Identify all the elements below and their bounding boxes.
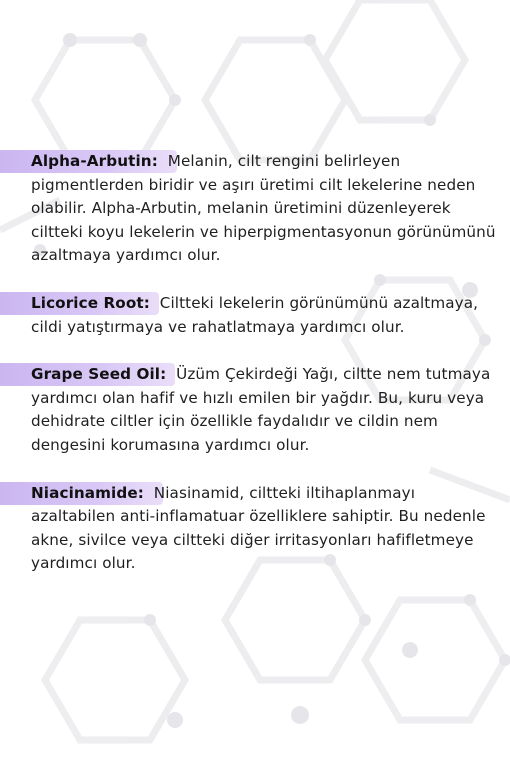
ingredient-term: Licorice Root:: [31, 293, 150, 312]
ingredient-grape-seed-oil: [0, 363, 510, 457]
ingredient-alpha-arbutin: [0, 150, 510, 268]
ingredient-term: Grape Seed Oil:: [31, 365, 167, 384]
ingredient-description: Ciltteki lekelerin görünümünü azaltmaya, cildi yatıştırmaya ve rahatlatmaya yardımcı olur.: [31, 293, 479, 336]
ingredients-list: [0, 150, 510, 576]
ingredient-term: Alpha-Arbutin:: [31, 152, 158, 170]
ingredient-description: Melanin, cilt rengini belirleyen pigmentlerden biridir ve aşırı üretimi cilt lekelerine neden olabilir. Alpha-Arbutin, melanin üretimini düzenleyerek ciltteki koyu lekelerin ve hiperpigmentasyonun görünümünü azaltmaya yardımcı olur.: [31, 152, 496, 265]
ingredient-licorice-root: [0, 292, 510, 339]
ingredient-description: Niasinamid, ciltteki iltihaplanmayı azaltabilen anti-inflamatuar özelliklere sahiptir. Bu nedenle akne, sivilce veya ciltteki diğer irritasyonları hafifletmeye yardımcı olur.: [31, 483, 486, 573]
ingredient-niacinamide: [0, 482, 510, 576]
ingredient-description: Üzüm Çekirdeği Yağı, ciltte nem tutmaya yardımcı olan hafif ve hızlı emilen bir yağdır. Bu, kuru veya dehidrate ciltler için özellikle faydalıdır ve cildin nem dengesini korumasına yardımcı olur.: [31, 365, 491, 454]
ingredient-term: Niacinamide:: [31, 483, 144, 502]
